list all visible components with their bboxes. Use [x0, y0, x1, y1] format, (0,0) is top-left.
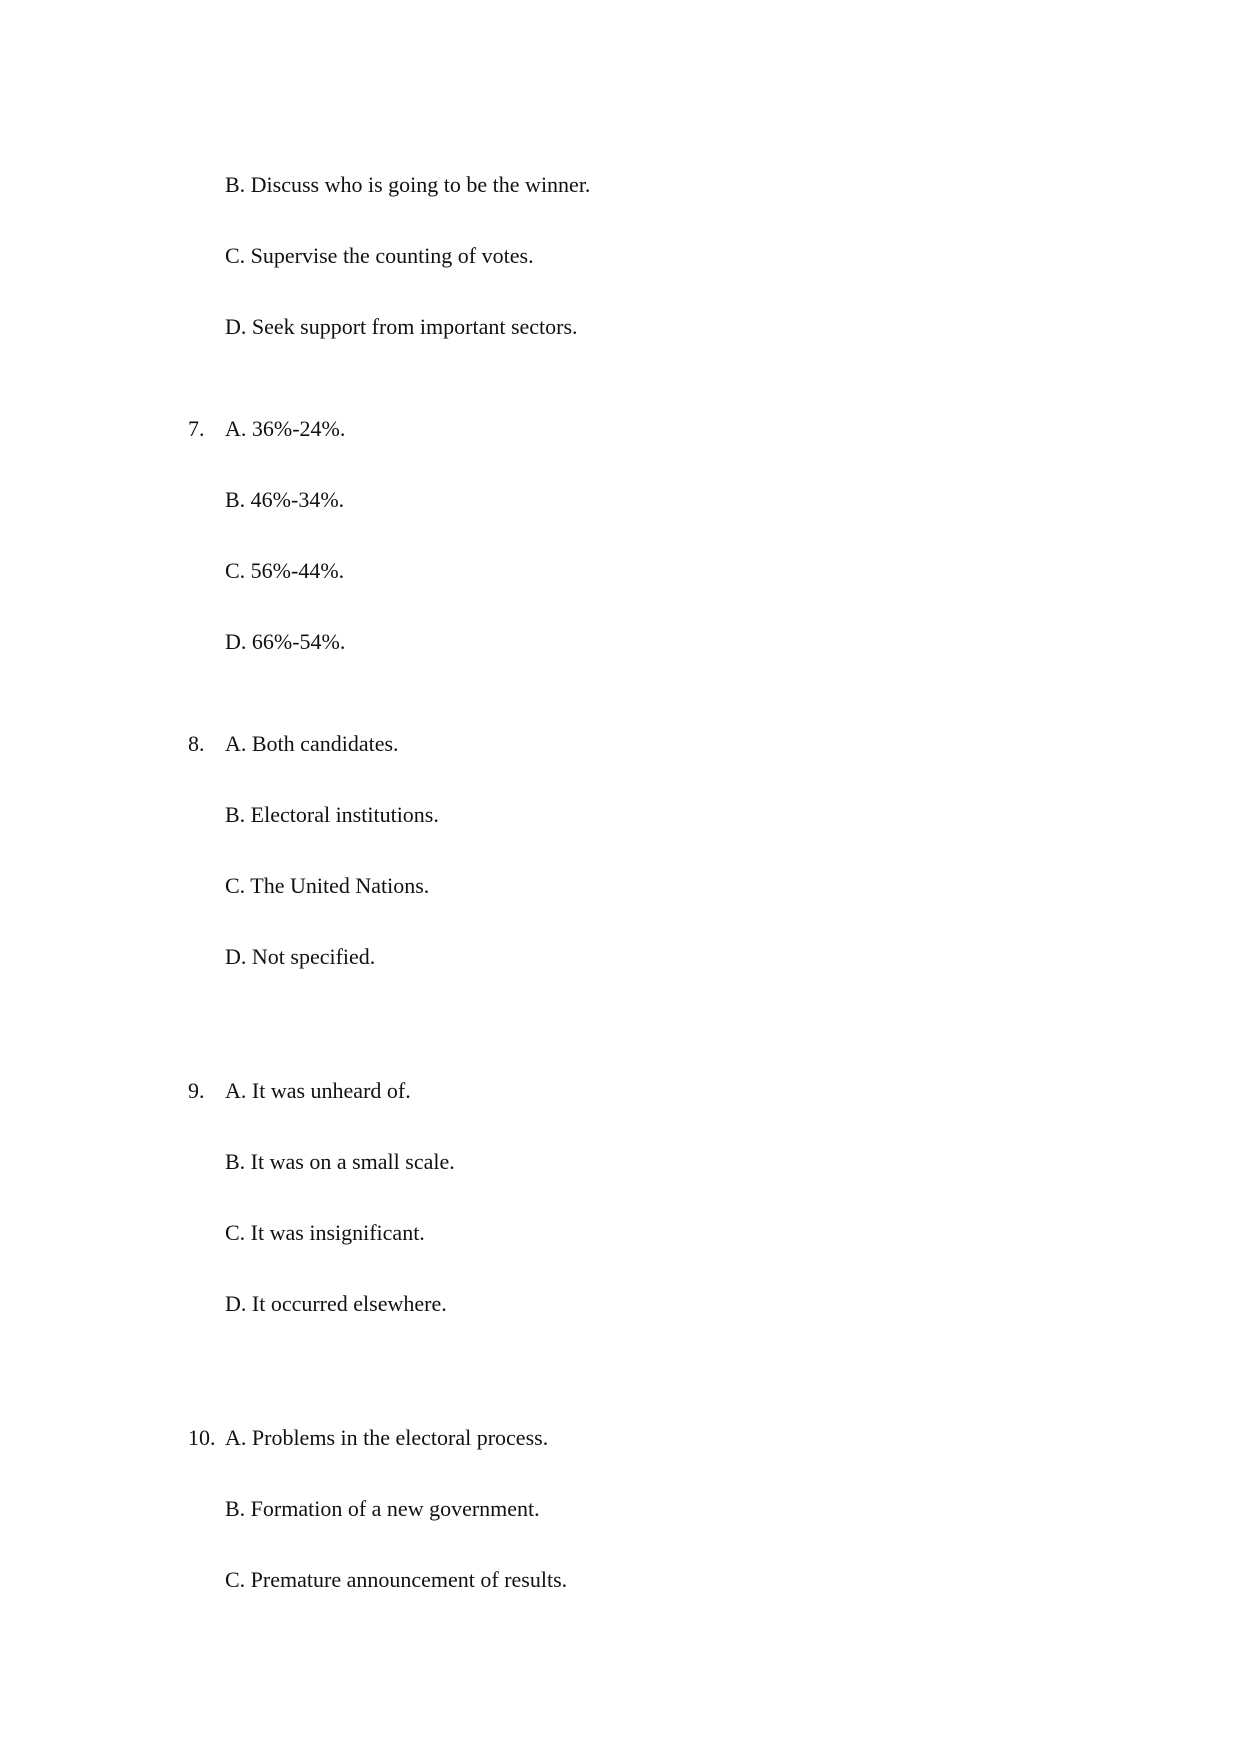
- option-10c: C. Premature announcement of results.: [225, 1567, 568, 1592]
- option-7b: B. 46%-34%.: [225, 487, 345, 512]
- option-9d: D. It occurred elsewhere.: [225, 1291, 447, 1316]
- option-9c: C. It was insignificant.: [225, 1220, 425, 1245]
- option-8b: B. Electoral institutions.: [225, 802, 439, 827]
- option-10b: B. Formation of a new government.: [225, 1496, 540, 1521]
- option-7a: A. 36%-24%.: [225, 416, 346, 441]
- question-number-8: 8.: [188, 731, 205, 756]
- option-6c: C. Supervise the counting of votes.: [225, 243, 534, 268]
- option-8d: D. Not specified.: [225, 944, 376, 969]
- option-6d: D. Seek support from important sectors.: [225, 314, 578, 339]
- option-10a: A. Problems in the electoral process.: [225, 1425, 549, 1450]
- question-number-7: 7.: [188, 416, 205, 441]
- option-8c: C. The United Nations.: [225, 873, 430, 898]
- option-7d: D. 66%-54%.: [225, 629, 346, 654]
- option-9b: B. It was on a small scale.: [225, 1149, 455, 1174]
- option-7c: C. 56%-44%.: [225, 558, 345, 583]
- question-number-10: 10.: [188, 1425, 216, 1450]
- option-8a: A. Both candidates.: [225, 731, 399, 756]
- question-number-9: 9.: [188, 1078, 205, 1103]
- option-6b: B. Discuss who is going to be the winner.: [225, 172, 591, 197]
- option-9a: A. It was unheard of.: [225, 1078, 411, 1103]
